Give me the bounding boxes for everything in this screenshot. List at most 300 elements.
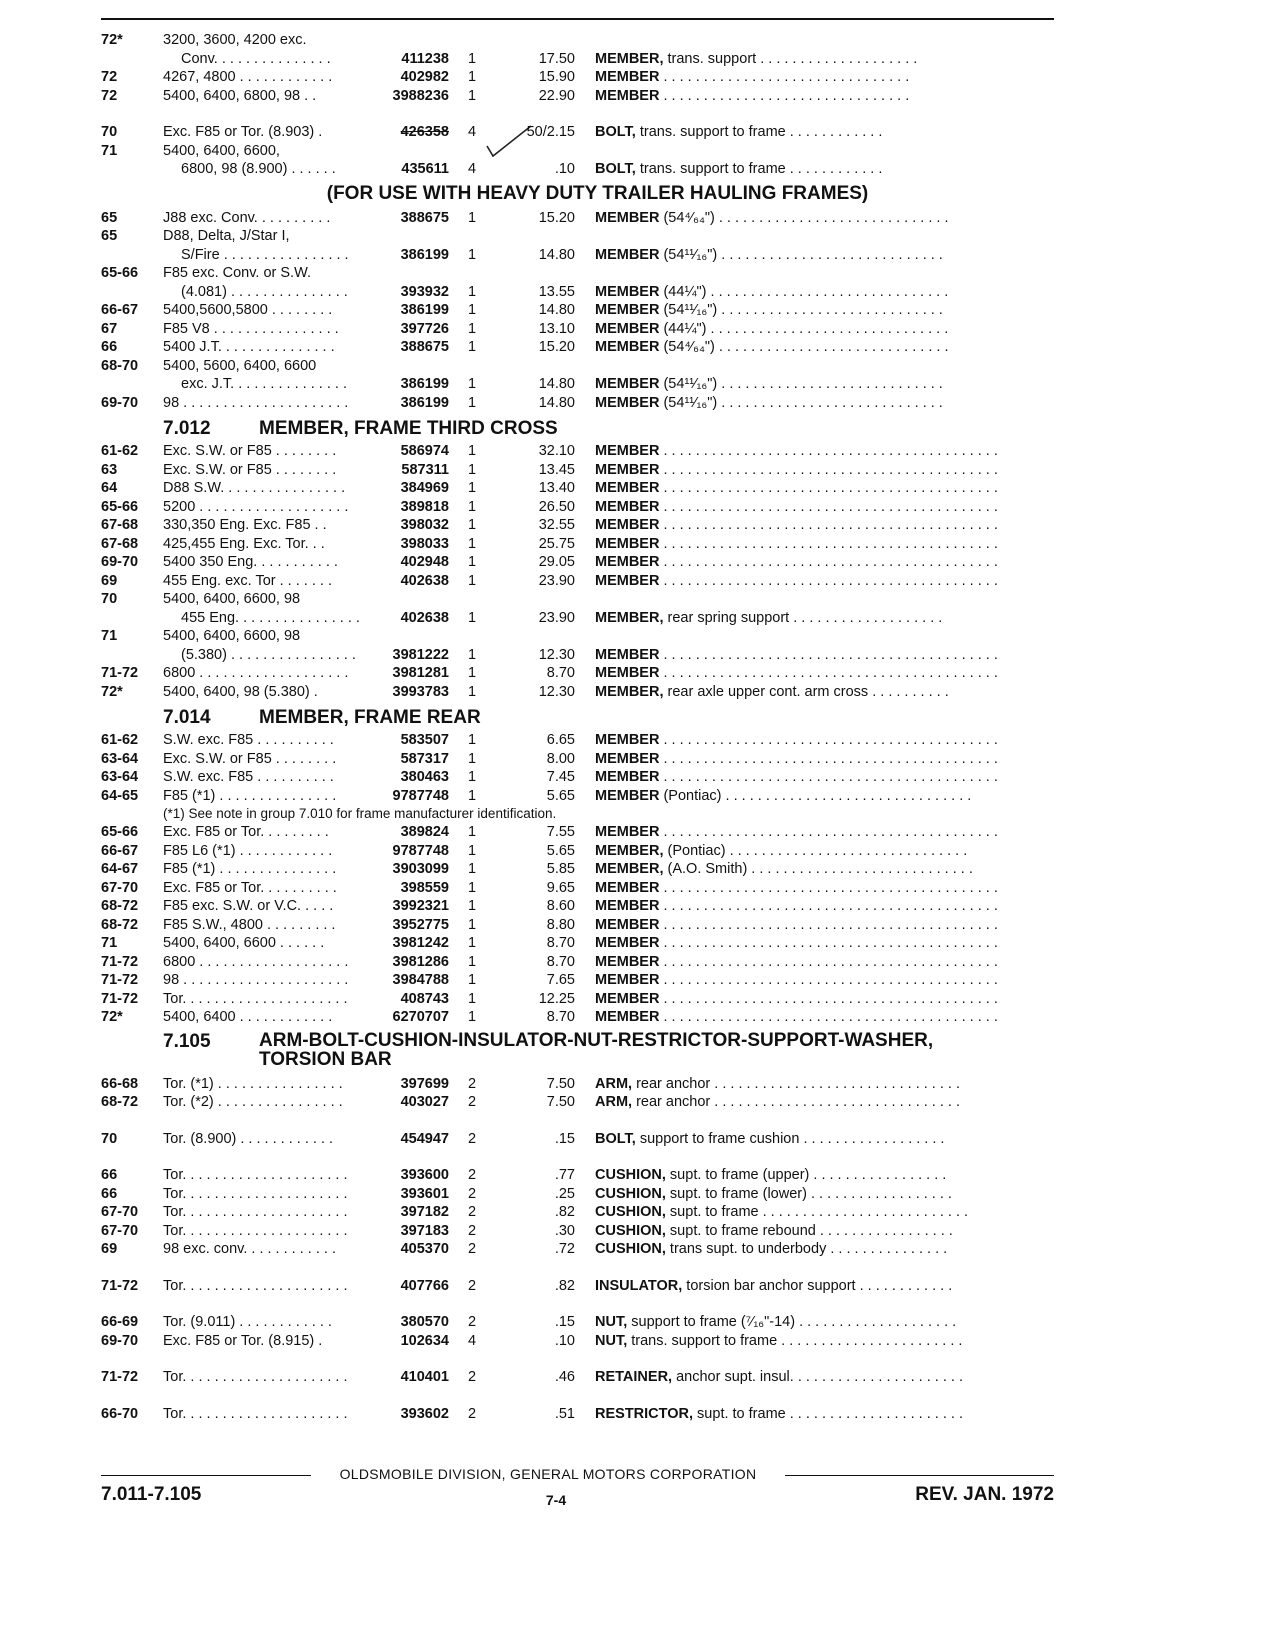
part-description xyxy=(595,971,1054,990)
part-number: 3981222 xyxy=(392,646,449,663)
part-detail: trans. support to frame . . . . . . . . . . . . xyxy=(635,124,883,140)
part-detail: (54¹¹⁄₁₆") . . . . . . . . . . . . . . . . . . . . . . . . . . . . xyxy=(659,394,943,411)
part-description xyxy=(595,320,1054,339)
price: 9.65 xyxy=(546,879,575,896)
part-detail: supt. to frame (upper) . . . . . . . . . . . . . . . . . xyxy=(665,1167,947,1183)
model-year: 70 xyxy=(101,591,118,607)
part-row xyxy=(101,860,1054,879)
part-description xyxy=(595,1008,1054,1027)
model-year: 70 xyxy=(101,1130,118,1147)
part-row xyxy=(101,1222,1054,1241)
price: .30 xyxy=(554,1222,575,1239)
part-name: MEMBER xyxy=(595,246,660,263)
part-name: MEMBER xyxy=(595,394,660,411)
part-description xyxy=(595,375,1054,394)
part-row xyxy=(101,1277,1054,1296)
part-name: CUSHION, xyxy=(595,1185,666,1202)
model-year: 69 xyxy=(101,572,118,589)
part-description xyxy=(595,664,1054,683)
part-number: 393932 xyxy=(400,283,449,300)
part-detail: supt. to frame rebound . . . . . . . . . . . . . . . . . xyxy=(665,1222,953,1239)
part-name: INSULATOR, xyxy=(595,1277,683,1294)
price: .51 xyxy=(554,1405,575,1422)
part-row xyxy=(101,123,1054,142)
part-description xyxy=(595,301,1054,320)
part-number: 587311 xyxy=(401,461,449,478)
section-title-line-2: TORSION BAR xyxy=(259,1048,392,1070)
part-row xyxy=(101,461,1054,480)
application: Conv. . . . . . . . . . . . . . . xyxy=(181,50,331,67)
part-description xyxy=(595,934,1054,953)
part-description xyxy=(595,953,1054,972)
part-number: 393602 xyxy=(400,1405,449,1422)
trailer-frames-banner: (FOR USE WITH HEAVY DUTY TRAILER HAULING FRAMES) xyxy=(326,182,869,204)
part-description xyxy=(595,572,1054,591)
part-number: 6270707 xyxy=(392,1009,449,1025)
part-row xyxy=(101,1313,1054,1332)
part-description xyxy=(595,1075,1054,1094)
application: Tor. . . . . . . . . . . . . . . . . . . . . xyxy=(163,1185,348,1202)
quantity: 1 xyxy=(468,50,477,67)
model-year: 67-70 xyxy=(101,1222,139,1239)
model-year: 71-72 xyxy=(101,972,139,988)
part-name: NUT, xyxy=(595,1314,628,1330)
model-year: 72* xyxy=(101,32,123,48)
quantity: 1 xyxy=(468,609,477,626)
part-row xyxy=(101,301,1054,320)
part-row xyxy=(101,823,1054,842)
part-description xyxy=(595,553,1054,572)
part-detail: . . . . . . . . . . . . . . . . . . . . . . . . . . . . . . . . . . . . . . . . . . xyxy=(659,498,998,515)
part-number: 393601 xyxy=(400,1185,449,1202)
part-row xyxy=(101,160,1054,179)
part-description xyxy=(595,990,1054,1009)
part-name: MEMBER xyxy=(595,517,660,533)
price: .72 xyxy=(554,1241,575,1257)
model-year: 66-68 xyxy=(101,1075,139,1092)
price: 6.65 xyxy=(546,732,575,748)
part-name: BOLT, xyxy=(595,124,636,140)
part-name: RESTRICTOR, xyxy=(595,1405,694,1422)
part-name: MEMBER xyxy=(595,572,660,589)
model-year: 71 xyxy=(101,142,118,159)
part-number: 402948 xyxy=(400,554,449,570)
part-number: 389824 xyxy=(400,824,449,840)
quantity: 1 xyxy=(468,646,477,663)
application: 5400, 6400, 6600 . . . . . . xyxy=(163,935,325,951)
part-name: MEMBER, xyxy=(595,609,664,626)
quantity: 4 xyxy=(468,1332,477,1349)
part-detail: . . . . . . . . . . . . . . . . . . . . . . . . . . . . . . . . . . . . . . . . . . xyxy=(659,461,998,478)
price: .82 xyxy=(554,1204,575,1220)
price: 7.65 xyxy=(546,972,575,988)
application: 5400, 6400, 6800, 98 . . xyxy=(163,87,317,104)
part-number: 398032 xyxy=(400,517,449,533)
part-number: 3952775 xyxy=(392,916,449,933)
part-number: 384969 xyxy=(400,480,449,496)
price: 14.80 xyxy=(538,302,575,318)
price: .25 xyxy=(554,1185,575,1202)
part-detail: . . . . . . . . . . . . . . . . . . . . . . . . . . . . . . . . . . . . . . . . . . xyxy=(659,646,998,663)
quantity: 1 xyxy=(468,879,477,896)
part-name: MEMBER xyxy=(595,732,660,748)
model-year: 69-70 xyxy=(101,1332,139,1349)
part-number: 386199 xyxy=(400,394,449,411)
quantity: 1 xyxy=(468,750,477,767)
price: 5.85 xyxy=(546,861,575,877)
part-row xyxy=(101,553,1054,572)
quantity: 2 xyxy=(468,1277,477,1294)
part-row xyxy=(101,664,1054,683)
part-row xyxy=(101,627,1054,646)
part-name: BOLT, xyxy=(595,1130,636,1147)
section-title xyxy=(259,1031,933,1069)
part-number: 397183 xyxy=(400,1222,449,1239)
part-row xyxy=(101,1008,1054,1027)
application: F85 (*1) . . . . . . . . . . . . . . . xyxy=(163,787,337,804)
part-description xyxy=(595,246,1054,265)
part-detail: anchor supt. insul. . . . . . . . . . . . . . . . . . . . . . xyxy=(672,1369,963,1385)
part-description xyxy=(595,1277,1054,1296)
part-name: MEMBER xyxy=(595,824,660,840)
part-row xyxy=(101,498,1054,517)
footer-group-range: 7.011-7.105 xyxy=(101,1484,202,1505)
part-row xyxy=(101,1185,1054,1204)
application: 98 . . . . . . . . . . . . . . . . . . . . . xyxy=(163,394,349,411)
quantity: 1 xyxy=(468,498,477,515)
quantity: 1 xyxy=(468,732,477,748)
model-year: 66 xyxy=(101,339,118,355)
price: 8.70 xyxy=(546,953,575,970)
price: 5.65 xyxy=(546,787,575,804)
application: 98 exc. conv. . . . . . . . . . . . xyxy=(163,1241,336,1257)
part-number: 583507 xyxy=(400,732,449,748)
price: 7.55 xyxy=(546,824,575,840)
part-detail: (54¹¹⁄₁₆") . . . . . . . . . . . . . . . . . . . . . . . . . . . . xyxy=(659,376,943,392)
part-detail: . . . . . . . . . . . . . . . . . . . . . . . . . . . . . . . . . . . . . . . . . . xyxy=(659,972,998,988)
part-name: ARM, xyxy=(595,1075,633,1092)
part-row xyxy=(101,1130,1054,1149)
section-heading-7105 xyxy=(101,1031,1054,1071)
quantity: 1 xyxy=(468,302,477,318)
quantity: 2 xyxy=(468,1369,477,1385)
part-detail: . . . . . . . . . . . . . . . . . . . . . . . . . . . . . . . . . . . . . . . . . . xyxy=(659,898,998,914)
application: 5400, 6400 . . . . . . . . . . . . xyxy=(163,1009,333,1025)
part-name: MEMBER, xyxy=(595,861,664,877)
quantity: 1 xyxy=(468,769,477,785)
group-trailer-rows xyxy=(101,209,1054,413)
part-detail: . . . . . . . . . . . . . . . . . . . . . . . . . . . . . . . xyxy=(659,87,910,104)
application: Tor. . . . . . . . . . . . . . . . . . . . . xyxy=(163,1222,348,1239)
part-number: 397182 xyxy=(400,1204,449,1220)
application: J88 exc. Conv. . . . . . . . . . xyxy=(163,209,331,226)
part-description xyxy=(595,479,1054,498)
part-detail: rear axle upper cont. arm cross . . . . . . . . . . xyxy=(663,683,949,700)
model-year: 64-65 xyxy=(101,787,139,804)
part-description xyxy=(595,860,1054,879)
part-number: 435611 xyxy=(401,161,449,177)
part-description xyxy=(595,842,1054,861)
application: Tor. . . . . . . . . . . . . . . . . . . . . xyxy=(163,990,348,1007)
price: 12.25 xyxy=(538,990,575,1007)
part-description xyxy=(595,50,1054,69)
part-number: 386199 xyxy=(400,246,449,263)
quantity: 1 xyxy=(468,787,477,804)
part-number: 3993783 xyxy=(392,683,449,700)
parts-catalog-page xyxy=(101,18,1054,1618)
part-description xyxy=(595,897,1054,916)
footer-revision: REV. JAN. 1972 xyxy=(915,1484,1054,1505)
application: Tor. (9.011) . . . . . . . . . . . . xyxy=(163,1314,332,1330)
application: 5400, 6400, 98 (5.380) . xyxy=(163,683,318,700)
part-name: MEMBER xyxy=(595,879,660,896)
price: 23.90 xyxy=(538,572,575,589)
part-number: 405370 xyxy=(400,1241,449,1257)
model-year: 71-72 xyxy=(101,990,139,1007)
price: 25.75 xyxy=(538,535,575,552)
part-row xyxy=(101,971,1054,990)
part-name: CUSHION, xyxy=(595,1241,666,1257)
part-name: MEMBER xyxy=(595,87,660,104)
model-year: 66 xyxy=(101,1167,118,1183)
part-name: MEMBER xyxy=(595,935,660,951)
section-number: 7.014 xyxy=(163,707,211,728)
part-number: 403027 xyxy=(400,1094,449,1110)
part-description xyxy=(595,160,1054,179)
application: 6800 . . . . . . . . . . . . . . . . . . . xyxy=(163,665,349,681)
quantity: 1 xyxy=(468,1009,477,1025)
quantity: 2 xyxy=(468,1222,477,1239)
part-row xyxy=(101,646,1054,665)
part-row xyxy=(101,916,1054,935)
part-row xyxy=(101,375,1054,394)
part-description xyxy=(595,461,1054,480)
model-year: 63 xyxy=(101,461,118,478)
part-row xyxy=(101,479,1054,498)
model-year: 71 xyxy=(101,935,118,951)
application: F85 exc. Conv. or S.W. xyxy=(163,265,312,281)
part-row xyxy=(101,1075,1054,1094)
quantity: 2 xyxy=(468,1185,477,1202)
part-detail: . . . . . . . . . . . . . . . . . . . . . . . . . . . . . . . . . . . . . . . . . . xyxy=(659,750,998,767)
part-description xyxy=(595,823,1054,842)
quantity: 2 xyxy=(468,1075,477,1092)
price: 8.60 xyxy=(546,898,575,914)
quantity: 2 xyxy=(468,1094,477,1110)
part-name: MEMBER, xyxy=(595,842,664,859)
application: Tor. . . . . . . . . . . . . . . . . . . . . xyxy=(163,1277,348,1294)
model-year: 69-70 xyxy=(101,394,139,411)
application: 3200, 3600, 4200 exc. xyxy=(163,32,307,48)
part-detail: . . . . . . . . . . . . . . . . . . . . . . . . . . . . . . . . . . . . . . . . . . xyxy=(659,935,998,951)
group-7012-rows xyxy=(101,442,1054,701)
price: 12.30 xyxy=(538,646,575,663)
price: 23.90 xyxy=(538,609,575,626)
price: .15 xyxy=(554,1130,575,1147)
part-detail: (Pontiac) . . . . . . . . . . . . . . . . . . . . . . . . . . . . . . . xyxy=(659,787,972,804)
model-year: 72 xyxy=(101,69,118,85)
application: F85 exc. S.W. or V.C. . . . . xyxy=(163,898,334,914)
part-detail: rear anchor . . . . . . . . . . . . . . . . . . . . . . . . . . . . . . . xyxy=(632,1075,961,1092)
price: 8.70 xyxy=(546,935,575,951)
price: .77 xyxy=(554,1167,575,1183)
model-year: 68-72 xyxy=(101,916,139,933)
application: 5400, 5600, 6400, 6600 xyxy=(163,357,317,374)
part-description xyxy=(595,750,1054,769)
part-number: 3981242 xyxy=(392,935,449,951)
part-name: MEMBER xyxy=(595,69,660,85)
part-row xyxy=(101,1203,1054,1222)
part-description xyxy=(595,787,1054,806)
quantity: 1 xyxy=(468,665,477,681)
price: 13.45 xyxy=(538,461,575,478)
quantity: 1 xyxy=(468,972,477,988)
quantity: 1 xyxy=(468,572,477,589)
part-description xyxy=(595,1222,1054,1241)
part-detail: . . . . . . . . . . . . . . . . . . . . . . . . . . . . . . . . . . . . . . . . . . xyxy=(659,916,998,933)
part-detail: supt. to frame (lower) . . . . . . . . . . . . . . . . . . xyxy=(665,1185,952,1202)
part-description xyxy=(595,916,1054,935)
part-name: MEMBER xyxy=(595,916,660,933)
part-detail: . . . . . . . . . . . . . . . . . . . . . . . . . . . . . . . . . . . . . . . . . . xyxy=(659,769,998,785)
quantity: 1 xyxy=(468,246,477,263)
application: Exc. S.W. or F85 . . . . . . . . xyxy=(163,461,337,478)
part-name: CUSHION, xyxy=(595,1222,666,1239)
section-title: MEMBER, FRAME THIRD CROSS xyxy=(259,418,558,439)
part-detail: support to frame cushion . . . . . . . . . . . . . . . . . . xyxy=(635,1130,945,1147)
price: .82 xyxy=(554,1277,575,1294)
part-name: MEMBER xyxy=(595,443,660,459)
quantity: 1 xyxy=(468,842,477,859)
price: 50/2.15 xyxy=(526,124,575,140)
part-detail: . . . . . . . . . . . . . . . . . . . . . . . . . . . . . . . . . . . . . . . . . . xyxy=(659,879,998,896)
quantity: 2 xyxy=(468,1314,477,1330)
part-row xyxy=(101,768,1054,787)
price: 5.65 xyxy=(546,842,575,859)
part-detail: rear anchor . . . . . . . . . . . . . . . . . . . . . . . . . . . . . . . xyxy=(632,1094,961,1110)
part-description xyxy=(595,1185,1054,1204)
part-number: 3992321 xyxy=(392,898,449,914)
model-year: 63-64 xyxy=(101,769,139,785)
part-description xyxy=(595,609,1054,628)
part-detail: trans supt. to underbody . . . . . . . . . . . . . . . xyxy=(665,1241,948,1257)
part-name: MEMBER, xyxy=(595,683,664,700)
model-year: 64-67 xyxy=(101,861,139,877)
part-detail: (54¹¹⁄₁₆") . . . . . . . . . . . . . . . . . . . . . . . . . . . . xyxy=(659,246,943,263)
application: 6800, 98 (8.900) . . . . . . xyxy=(181,161,336,177)
part-row xyxy=(101,283,1054,302)
application: (5.380) . . . . . . . . . . . . . . . . xyxy=(181,646,356,663)
part-number: 389818 xyxy=(400,498,449,515)
section-number: 7.012 xyxy=(163,418,211,439)
application: S/Fire . . . . . . . . . . . . . . . . xyxy=(181,246,349,263)
part-number: 402638 xyxy=(400,609,449,626)
part-row xyxy=(101,990,1054,1009)
group-7105-rows xyxy=(101,1075,1054,1424)
part-name: NUT, xyxy=(595,1332,628,1349)
quantity: 2 xyxy=(468,1167,477,1183)
part-name: MEMBER xyxy=(595,302,660,318)
part-number: 3984788 xyxy=(392,972,449,988)
application: F85 V8 . . . . . . . . . . . . . . . . xyxy=(163,320,339,337)
model-year: 68-72 xyxy=(101,898,139,914)
section-title: MEMBER, FRAME REAR xyxy=(259,707,481,728)
part-description xyxy=(595,1405,1054,1424)
application: Tor. (*2) . . . . . . . . . . . . . . . . xyxy=(163,1094,343,1110)
part-detail: . . . . . . . . . . . . . . . . . . . . . . . . . . . . . . . . . . . . . . . . . . xyxy=(659,990,998,1007)
part-detail: trans. support to frame . . . . . . . . . . . . . . . . . . . . . . . xyxy=(627,1332,963,1349)
model-year: 65-66 xyxy=(101,498,139,515)
part-detail: support to frame (⁷⁄₁₆"-14) . . . . . . . . . . . . . . . . . . . . xyxy=(627,1314,957,1330)
part-row xyxy=(101,1332,1054,1351)
quantity: 1 xyxy=(468,443,477,459)
model-year: 66-67 xyxy=(101,842,139,859)
parts-list xyxy=(101,31,1054,1423)
part-number: 3903099 xyxy=(392,861,449,877)
application: Exc. F85 or Tor. . . . . . . . . xyxy=(163,824,329,840)
quantity: 1 xyxy=(468,554,477,570)
model-year: 63-64 xyxy=(101,750,139,767)
model-year: 70 xyxy=(101,124,118,140)
part-row xyxy=(101,357,1054,376)
section-number: 7.105 xyxy=(163,1030,211,1052)
part-row xyxy=(101,842,1054,861)
part-number: 3981286 xyxy=(392,953,449,970)
part-name: MEMBER xyxy=(595,535,660,552)
part-row xyxy=(101,50,1054,69)
section-heading-7014 xyxy=(101,705,1054,731)
part-detail: . . . . . . . . . . . . . . . . . . . . . . . . . . . . . . . . . . . . . . . . . . xyxy=(659,443,998,459)
part-number: 402638 xyxy=(400,572,449,589)
part-detail: (Pontiac) . . . . . . . . . . . . . . . . . . . . . . . . . . . . . . xyxy=(663,842,968,859)
quantity: 1 xyxy=(468,461,477,478)
part-name: CUSHION, xyxy=(595,1167,666,1183)
part-row xyxy=(101,787,1054,806)
group-7014b-rows xyxy=(101,823,1054,1027)
model-year: 71-72 xyxy=(101,665,139,681)
part-detail: supt. to frame . . . . . . . . . . . . . . . . . . . . . . . . . . xyxy=(665,1204,969,1220)
part-description xyxy=(595,338,1054,357)
part-description xyxy=(595,1166,1054,1185)
part-detail: . . . . . . . . . . . . . . . . . . . . . . . . . . . . . . . . . . . . . . . . . . xyxy=(659,517,998,533)
application: Exc. S.W. or F85 . . . . . . . . xyxy=(163,443,337,459)
model-year: 67-68 xyxy=(101,517,139,533)
section-heading-7012 xyxy=(101,416,1054,442)
part-number: 408743 xyxy=(400,990,449,1007)
group-top-rows xyxy=(101,31,1054,179)
part-name: MEMBER xyxy=(595,646,660,663)
quantity: 1 xyxy=(468,87,477,104)
part-row xyxy=(101,68,1054,87)
part-detail: (44¼") . . . . . . . . . . . . . . . . . . . . . . . . . . . . . . xyxy=(659,283,949,300)
part-name: ARM, xyxy=(595,1094,633,1110)
group-7014-rows xyxy=(101,731,1054,805)
price: 26.50 xyxy=(538,498,575,515)
part-number: 380570 xyxy=(400,1314,449,1330)
price: .46 xyxy=(554,1369,575,1385)
part-name: MEMBER xyxy=(595,898,660,914)
top-rule xyxy=(101,18,1054,20)
part-number: 388675 xyxy=(400,209,449,226)
part-detail: trans. support . . . . . . . . . . . . . . . . . . . . xyxy=(663,50,918,67)
application: 455 Eng. . . . . . . . . . . . . . . . xyxy=(181,609,360,626)
part-description xyxy=(595,209,1054,228)
part-detail: (54⁴⁄₆₄") . . . . . . . . . . . . . . . . . . . . . . . . . . . . . xyxy=(659,209,949,226)
part-row xyxy=(101,1405,1054,1424)
part-name: MEMBER xyxy=(595,320,660,337)
part-description xyxy=(595,1093,1054,1112)
part-description xyxy=(595,283,1054,302)
